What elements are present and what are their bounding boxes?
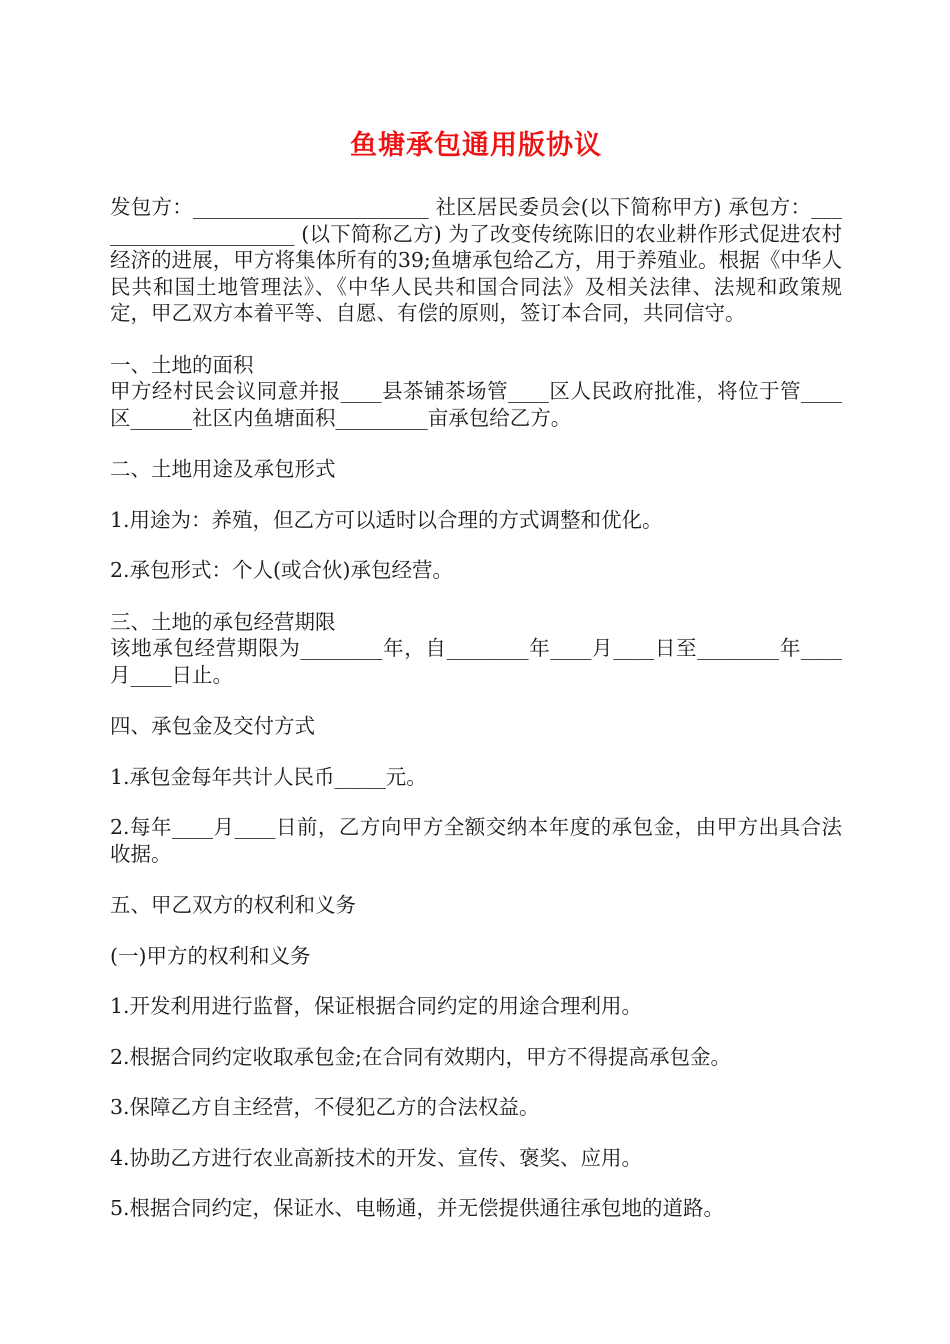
section-4-heading: 四、承包金及交付方式: [110, 714, 315, 738]
section-4-item-1: 1.承包金每年共计人民币_____元。: [110, 764, 427, 789]
section-5-item-4: 4.协助乙方进行农业高新技术的开发、宣传、褒奖、应用。: [110, 1145, 643, 1170]
section-1-heading: 一、土地的面积: [110, 352, 254, 377]
section-5-item-2: 2.根据合同约定收取承包金;在合同有效期内，甲方不得提高承包金。: [110, 1044, 731, 1069]
section-5-heading: 五、甲乙双方的权利和义务: [110, 893, 356, 917]
section-1-body: 甲方经村民会议同意并报____县茶铺茶场管____区人民政府批准，将位于管____区______社区内鱼塘面积_________亩承包给乙方。: [110, 379, 842, 430]
section-5-subheading-1: (一)甲方的权利和义务: [110, 943, 311, 968]
section-5-item-1: 1.开发利用进行监督，保证根据合同约定的用途合理利用。: [110, 994, 643, 1018]
section-3-heading: 三、土地的承包经营期限: [110, 609, 336, 634]
section-3-body: 该地承包经营期限为________年，自________年____月____日至________年____月____日止。: [110, 636, 842, 687]
section-2-heading: 二、土地用途及承包形式: [110, 457, 336, 481]
document-page: [110, 126, 842, 1222]
section-5-item-3: 3.保障乙方自主经营，不侵犯乙方的合法权益。: [110, 1095, 540, 1119]
intro-paragraph: 发包方：_______________________ 社区居民委员会(以下简称甲方) 承包方：_____________________ (以下简称乙方) 为了改变传统陈旧的农业耕作形式促进农村经济的进展，甲方将集体所有的39;鱼塘承包给乙方，用于养殖业。根据《中华人民共和国土地管理法》、《中华人民共和国合同法》及相关法律、法规和政策规定，甲乙双方本着平等、自愿、有偿的原则，签订本合同，共同信守。: [110, 195, 842, 325]
section-2-item-2: 2.承包形式：个人(或合伙)承包经营。: [110, 558, 454, 582]
section-4-item-2: 2.每年____月____日前，乙方向甲方全额交纳本年度的承包金，由甲方出具合法收据。: [110, 815, 842, 866]
section-5-item-5: 5.根据合同约定，保证水、电畅通，并无偿提供通往承包地的道路。: [110, 1196, 725, 1220]
document-title: 鱼塘承包通用版协议: [350, 130, 602, 161]
section-2-item-1: 1.用途为：养殖，但乙方可以适时以合理的方式调整和优化。: [110, 507, 663, 532]
